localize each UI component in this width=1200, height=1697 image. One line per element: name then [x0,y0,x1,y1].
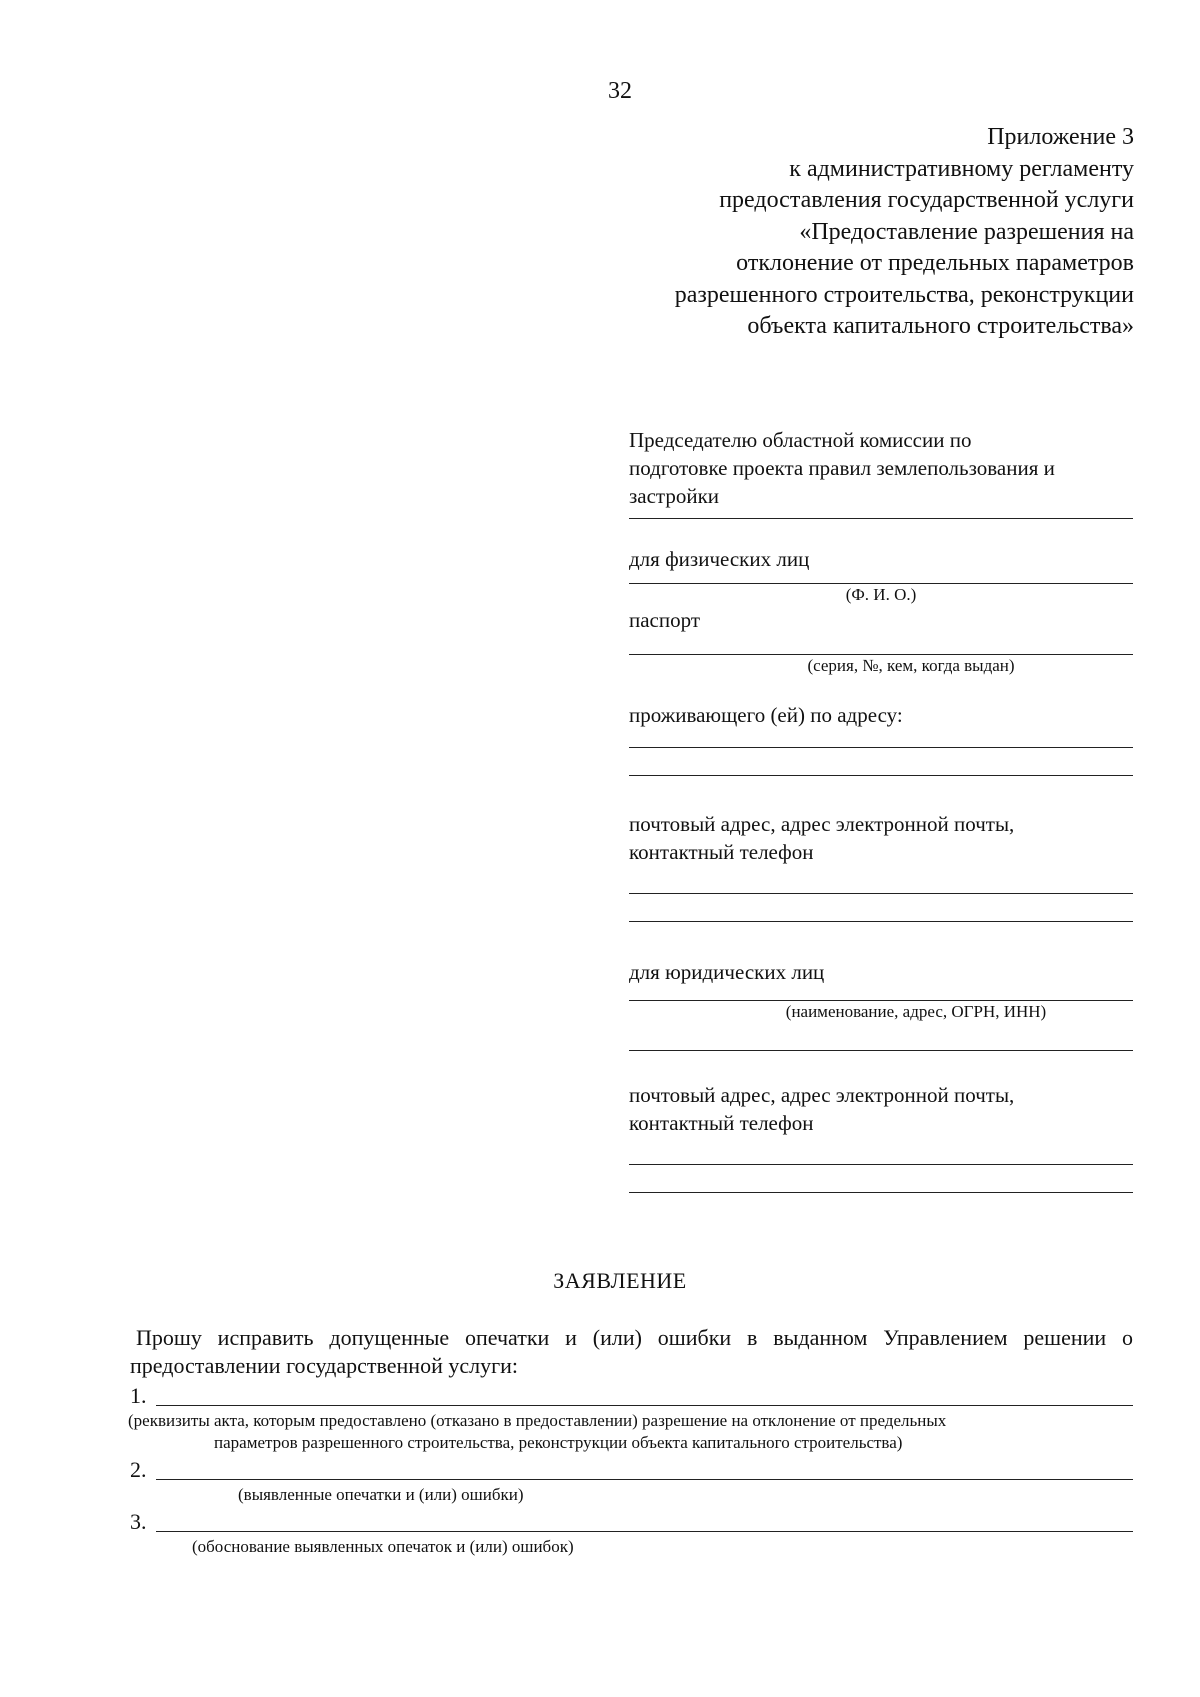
item-caption-line: параметров разрешенного строительства, реконструкции объекта капитального строительства) [214,1433,903,1452]
item-1-row [130,1380,1133,1410]
appendix-header [574,122,1134,343]
item-2-row [130,1454,1133,1484]
item-2-caption: (выявленные опечатки и (или) ошибки) [238,1485,524,1504]
item-3-blank[interactable] [156,1531,1133,1532]
contact-blank-1[interactable] [629,893,1133,894]
addressee-block [629,426,1133,1193]
chair-line: застройки [629,484,720,508]
item-number: 3. [130,1509,147,1534]
item-number: 2. [130,1457,147,1482]
legal-entities-label: для юридических лиц [629,960,825,984]
appendix-line: разрешенного строительства, реконструкции [674,281,1134,308]
contact-line: почтовый адрес, адрес электронной почты, [629,812,1015,836]
residing-label: проживающего (ей) по адресу: [629,703,903,727]
appendix-line: предоставления государственной услуги [719,187,1134,213]
item-number: 1. [130,1383,147,1408]
passport-caption: (серия, №, кем, когда выдан) [807,656,1015,675]
item-2-blank[interactable] [156,1479,1133,1480]
chair-line: Председателю областной комиссии по [629,428,972,452]
item-3-row [130,1506,1133,1536]
address-blank-2[interactable] [629,775,1133,776]
legal-caption: (наименование, адрес, ОГРН, ИНН) [785,1002,1047,1021]
item-1-caption [130,1410,1133,1454]
passport-label: паспорт [629,608,701,632]
request-block [130,1324,1133,1558]
appendix-line: «Предоставление разрешения на [799,218,1134,245]
fio-caption: (Ф. И. О.) [845,585,917,604]
item-1-blank[interactable] [156,1405,1133,1406]
item-caption-line: (реквизиты акта, которым предоставлено (отказано в предоставлении) разрешение на отклонение от предельных [128,1411,947,1430]
address-blank-1[interactable] [629,747,1133,748]
page-number: 32 [608,78,632,104]
chair-name-blank[interactable] [629,518,1133,519]
request-text: Прошу исправить допущенные опечатки и (или) ошибки в выданном Управлением решении о предоставлении государственной услуги: [130,1325,1133,1378]
contact-blank-2[interactable] [629,921,1133,922]
appendix-line: отклонение от предельных параметров [736,250,1134,276]
item-3-caption: (обоснование выявленных опечаток и (или) ошибок) [192,1537,574,1556]
legal-blank-2[interactable] [629,1050,1133,1051]
legal-contact-line: контактный телефон [629,1111,814,1135]
appendix-line: Приложение 3 [987,124,1134,150]
appendix-line: к административному регламенту [789,155,1134,182]
appendix-line: объекта капитального строительства» [747,313,1134,339]
legal-contact-blank-1[interactable] [629,1164,1133,1165]
legal-contact-line: почтовый адрес, адрес электронной почты, [629,1083,1015,1107]
legal-contact-blank-2[interactable] [629,1192,1133,1193]
individuals-label: для физических лиц [629,547,810,571]
contact-line: контактный телефон [629,840,814,864]
statement-title: ЗАЯВЛЕНИЕ [553,1268,687,1293]
chair-line: подготовке проекта правил землепользования и [629,456,1055,480]
